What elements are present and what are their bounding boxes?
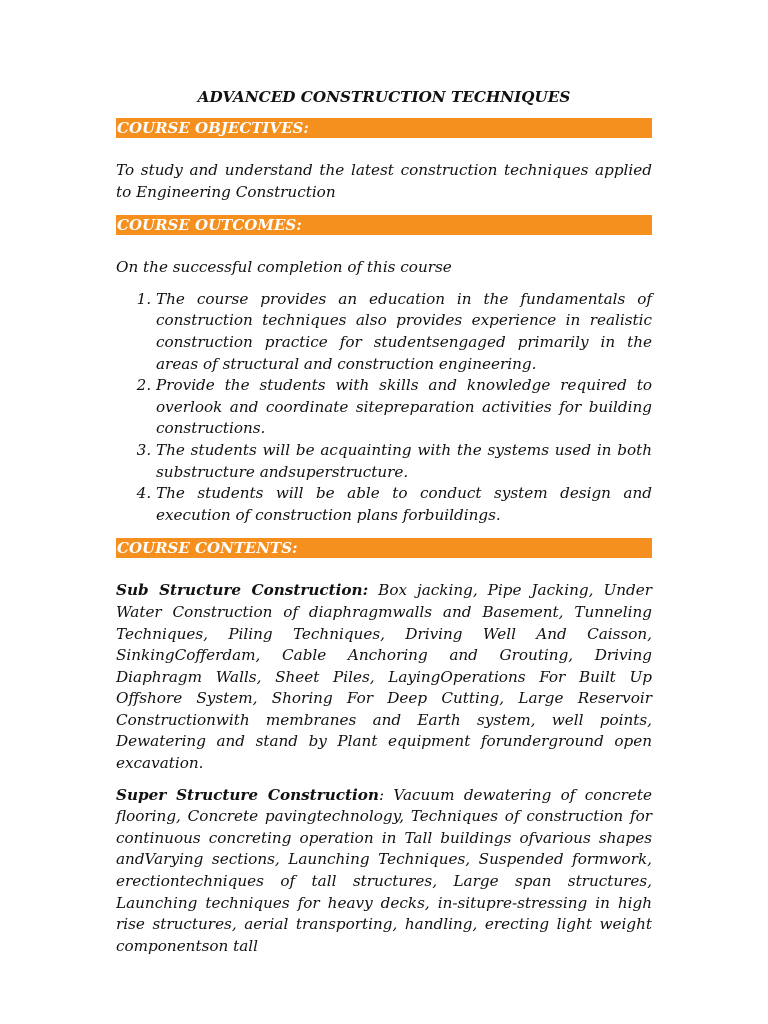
super-structure-lead: Super Structure Construction [116,785,379,804]
outcomes-list [116,289,652,527]
outcomes-heading: COURSE OUTCOMES: [116,215,652,235]
contents-heading: COURSE CONTENTS: [116,538,652,558]
outcome-item: 3. The students will be acquainting with the systems used in both substructure andsuperstructure. [156,440,652,483]
sub-structure-lead: Sub Structure Construction: [116,581,369,600]
document-body [116,86,652,967]
outcome-item: 4. The students will be able to conduct system design and execution of construction plans forbuildings. [156,483,652,526]
super-structure-paragraph [116,785,652,958]
objectives-heading: COURSE OBJECTIVES: [116,118,652,138]
super-structure-text: : Vacuum dewatering of concrete flooring, Concrete pavingtechnology, Techniques of construction for continuous concreting operation in Tall buildings ofvarious shapes andVarying sections, Launching Techniques, Suspended formwork, erectiontechniques of tall structures, Large span structures, Launching techniques for heavy decks, in-situpre-stressing in high rise structures, aerial transporting, handling, erecting light weight componentson tall [116,785,652,955]
sub-structure-paragraph [116,580,652,774]
outcome-item: 1. The course provides an education in the fundamentals of construction techniques also provides experience in realistic construction practice for studentsengaged primarily in the areas of structural and construction engineering. [156,289,652,375]
outcome-item: 2. Provide the students with skills and knowledge required to overlook and coordinate sitepreparation activities for building constructions. [156,375,652,440]
sub-structure-text: Box jacking, Pipe Jacking, Under Water Construction of diaphragmwalls and Basement, Tunneling Techniques, Piling Techniques, Driving Well And Caisson, SinkingCofferdam, Cable Anchoring and Grouting, Driving Diaphragm Walls, Sheet Piles, LayingOperations For Built Up Offshore System, Shoring For Deep Cutting, Large Reservoir Constructionwith membranes and Earth system, well points, Dewatering and stand by Plant equipment forunderground open excavation. [116,581,652,773]
objectives-text: To study and understand the latest construction techniques applied to Engineering Construction [116,161,652,201]
outcomes-intro: On the successful completion of this course [116,258,452,277]
page-title: ADVANCED CONSTRUCTION TECHNIQUES [197,88,571,106]
